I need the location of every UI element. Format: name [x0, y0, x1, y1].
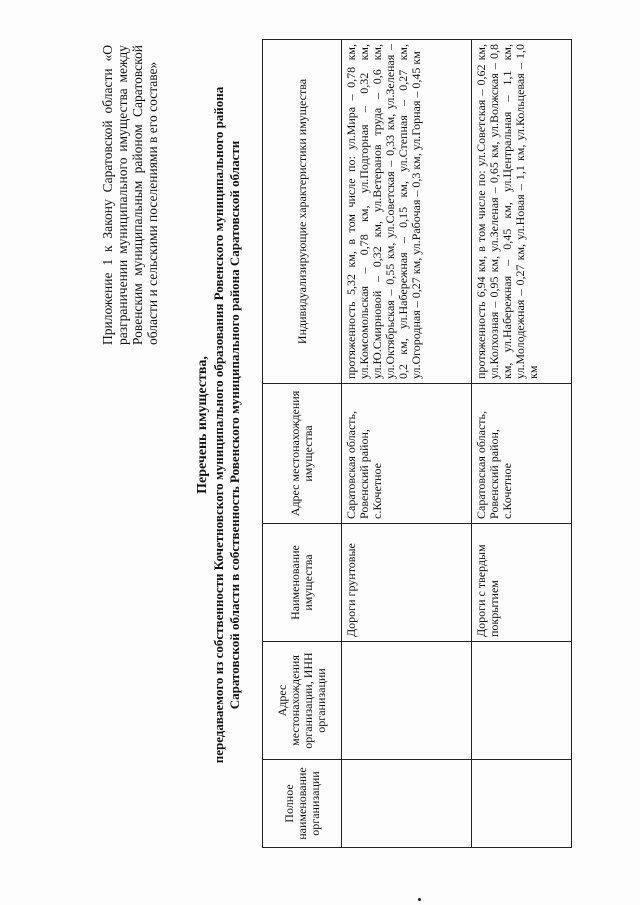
table-row: [342, 40, 472, 848]
cell-property-address: Саратовская область, Ровенский район, с.Кочетное: [342, 384, 472, 524]
header-property-address: Адрес местонахождения имущества: [263, 384, 342, 524]
cell-org: [472, 760, 572, 848]
document-heading: [195, 5, 243, 845]
header-property-name: Наименование имущества: [263, 524, 342, 642]
header-org-address: Адрес местонахождения организации, ИНН организации: [263, 642, 342, 760]
heading-line-3: Саратовской области в собственность Ровенского муниципального района Саратовской области: [227, 140, 242, 710]
annex-note: Приложение 1 к Закону Саратовской области «О разграничении муниципального имущества между Ровенским муниципальным районом Саратовской области и сельскими поселениями в его составе»: [100, 45, 160, 345]
cell-property-name: Дороги с твердым покрытием: [472, 524, 572, 642]
page-mark: [418, 898, 421, 901]
cell-characteristics: протяженность 5,32 км, в том числе по: ул.Мира – 0,78 км, ул.Комсомольская – 0,78 км, ул.Подгорная – 0,32 км, ул.Ю.Смирновой – 0,32 км, ул.Ветеранов труда – 0,6 км, ул.Октябрьская – 0,55 км, ул.Советская – 0,33 км, ул.Зеленая – 0,2 км, ул.Набережная – 0,15 км, ул.Степная – 0,27 км, ул.Огородная – 0,27 км, ул.Рабочая – 0,3 км, ул.Горная – 0,45 км: [342, 40, 472, 384]
cell-org-address: [472, 642, 572, 760]
table-row: [472, 40, 572, 848]
property-table: [262, 39, 572, 848]
heading-line-2: передаваемого из собственности Кочетновского муниципального образования Ровенского муниципального района: [211, 86, 226, 764]
cell-property-name: Дороги грунтовые: [342, 524, 472, 642]
cell-property-address: Саратовская область, Ровенский район, с.Кочетное: [472, 384, 572, 524]
cell-org-address: [342, 642, 472, 760]
header-characteristics: Индивидуализирующие характеристики имущества: [263, 40, 342, 384]
heading-title: Перечень имущества,: [195, 356, 210, 494]
table-header-row: [263, 40, 342, 848]
header-org: Полное наименование организации: [263, 760, 342, 848]
cell-characteristics: протяженность 6,94 км, в том числе по: ул.Советская – 0,62 км, ул.Колхозная – 0,95 км, ул.Зеленая – 0,65 км, ул.Волжская – 0,8 км, ул.Набережная – 0,45 км, ул.Центральная – 1,1 км, ул.Молодежная – 0,27 км, ул.Новая – 1,1 км, ул.Кольцевая – 1,0 км: [472, 40, 572, 384]
cell-org: [342, 760, 472, 848]
